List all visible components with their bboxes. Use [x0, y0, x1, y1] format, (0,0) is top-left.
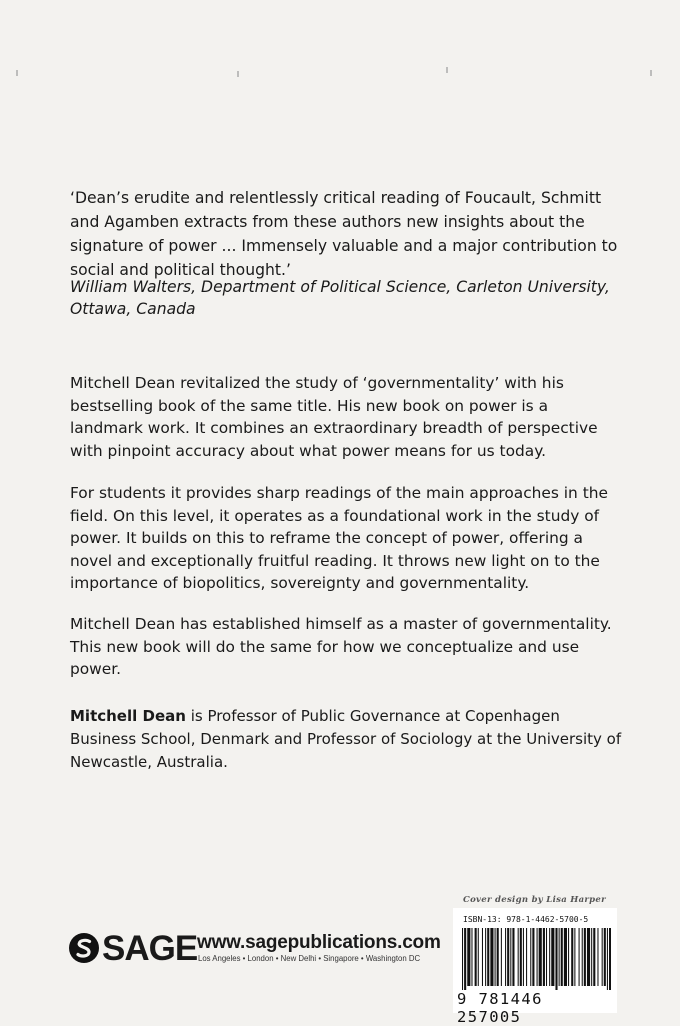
barcode-bar: [497, 928, 499, 986]
barcode-bar: [539, 928, 542, 986]
barcode-bar: [510, 928, 511, 986]
barcode-bar: [490, 928, 493, 986]
barcode-bars: [461, 928, 611, 990]
barcode-bar: [485, 928, 486, 986]
cover-design-credit: Cover design by Lisa Harper: [463, 895, 606, 905]
description-paragraph: For students it provides sharp readings of the main approaches in the field. On this level, it operates as a foundational work in the study of power. It builds on this to reframe the concept of power, offering a novel and exceptionally fruitful reading. It throws new light on to the importance of biopolitics, sovereignty and governmentality.: [70, 484, 608, 592]
barcode-bar: [593, 928, 595, 986]
barcode-bar: [501, 928, 502, 986]
isbn-label: ISBN-13: 978-1-4462-5700-5: [463, 915, 589, 924]
publisher-cities: Los Angeles • London • New Delhi • Singapore • Washington DC: [198, 954, 421, 963]
barcode-bar: [475, 928, 477, 986]
sage-logo: [68, 928, 197, 968]
barcode-bar: [518, 928, 519, 986]
sage-s-emblem-icon: [68, 932, 100, 964]
endorsement-attribution: William Walters, Department of Political Science, Carleton University, Ottawa, Canada: [70, 278, 610, 318]
barcode-bar: [471, 928, 472, 986]
barcode-bar: [582, 928, 583, 986]
barcode-bar: [574, 928, 575, 986]
barcode-number: 9 781446 257005: [457, 990, 543, 1026]
barcode-bar: [549, 928, 550, 986]
barcode-bar: [555, 928, 557, 990]
barcode-bar: [609, 928, 611, 990]
author-name: Mitchell Dean: [70, 707, 186, 725]
print-speck: [237, 71, 239, 77]
barcode-bar: [464, 928, 466, 990]
barcode-bar: [507, 928, 509, 986]
barcode-bar: [602, 928, 603, 986]
barcode-bar: [482, 928, 483, 986]
barcode-bar: [607, 928, 608, 990]
barcode-bar: [587, 928, 590, 986]
barcode-bar: [571, 928, 573, 986]
barcode-bar: [597, 928, 598, 986]
print-speck: [446, 67, 448, 73]
barcode-bar: [495, 928, 496, 986]
barcode-bar: [467, 928, 470, 986]
barcode-bar: [591, 928, 592, 986]
print-speck: [650, 70, 652, 76]
barcode-bar: [523, 928, 524, 986]
barcode-panel: [453, 908, 617, 1026]
barcode-bar: [512, 928, 514, 986]
barcode-bar: [543, 928, 545, 986]
barcode-bar: [551, 928, 554, 986]
barcode-bar: [564, 928, 567, 986]
author-bio: [70, 705, 622, 774]
barcode-bar: [559, 928, 560, 986]
publisher-website: www.sagepublications.com: [197, 932, 441, 953]
barcode-bar: [537, 928, 538, 986]
barcode-bar: [526, 928, 527, 986]
barcode-bar: [478, 928, 479, 986]
sage-wordmark: SAGE: [102, 928, 198, 968]
barcode-bar: [561, 928, 563, 986]
description-paragraph: Mitchell Dean has established himself as a master of governmentality. This new book will do the same for how we conceptualize and use power.: [70, 615, 612, 678]
barcode-bar: [532, 928, 534, 986]
barcode-bar: [505, 928, 506, 986]
barcode-bar: [604, 928, 606, 986]
barcode-bar: [546, 928, 547, 986]
print-speck: [16, 70, 18, 76]
author-bio-text: is Professor of Public Governance at Copenhagen Business School, Denmark and Professor of Sociology at the University of Newcastle, Australia.: [70, 707, 622, 771]
barcode-bar: [579, 928, 580, 986]
barcode-bar: [530, 928, 531, 986]
description-paragraph: Mitchell Dean revitalized the study of ‘governmentality’ with his bestselling book of the same title. His new book on power is a landmark work. It combines an extraordinary breadth of perspective with pinpoint accuracy about what power means for us today.: [70, 374, 598, 460]
barcode-bar: [487, 928, 489, 986]
barcode-bar: [584, 928, 586, 986]
endorsement-quote: ‘Dean’s erudite and relentlessly critical reading of Foucault, Schmitt and Agamben extracts from these authors new insights about the signature of power ... Immensely valuable and a major contribution to social and political thought.’: [70, 189, 618, 279]
barcode-bar: [568, 928, 569, 986]
barcode-bar: [520, 928, 522, 986]
barcode-bar: [462, 928, 463, 990]
